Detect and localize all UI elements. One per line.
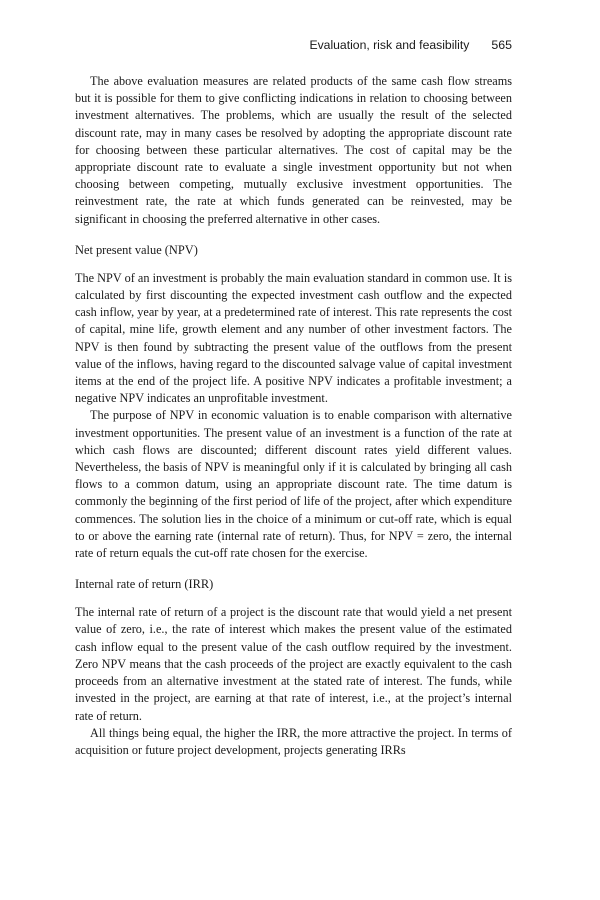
irr-section-heading: Internal rate of return (IRR) xyxy=(75,577,214,592)
book-page xyxy=(75,38,512,759)
npv-section-heading: Net present value (NPV) xyxy=(75,242,198,257)
running-title: Evaluation, risk and feasibility xyxy=(309,38,470,52)
irr-paragraph-1: The internal rate of return of a project is the discount rate that would yield a net present value of zero, i.e., the rate of interest which makes the present value of the estimated cash inflow equal to the present value of the cash outflow required by the investment. Zero NPV means that the cash proceeds of the project are exactly equivalent to the cash proceeds from an alternative investment at the stated rate of interest. The funds, while invested in the project, are earning at that rate of interest, i.e., at the project’s internal rate of return. xyxy=(75,605,512,723)
npv-paragraph-1: The NPV of an investment is probably the main evaluation standard in common use. It is calculated by first discounting the expected investment cash outflow and the expected cash inflow, year by year, at a predetermined rate of interest. This rate represents the cost of capital, mine life, growth element and any number of other investment factors. The NPV is then found by subtracting the present value of the outflows from the present value of the inflows, having regard to the discounted salvage value of capital investment items at the end of the project life. A positive NPV indicates a profitable investment; a negative NPV indicates an unprofitable investment. xyxy=(75,270,512,406)
intro-paragraph: The above evaluation measures are related products of the same cash flow streams but it is possible for them to give conflicting indications in relation to choosing between investment alternatives. The problems, which are usually the result of the selected discount rate, may in many cases be resolved by adopting the appropriate discount rate for choosing between these particular alternatives. The cost of capital may be the appropriate discount rate to evaluate a single investment opportunity but not when choosing between competing, mutually exclusive investment opportunities. The reinvestment rate, the rate at which funds generated can be reinvested, may be significant in choosing the preferred alternative in other cases. xyxy=(75,74,512,226)
page-body xyxy=(75,73,512,759)
running-header xyxy=(75,38,512,66)
irr-paragraph-2: All things being equal, the higher the IRR, the more attractive the project. In terms of acquisition or future project development, projects generating IRRs xyxy=(75,725,512,757)
npv-paragraph-2: The purpose of NPV in economic valuation is to enable comparison with alternative investment opportunities. The present value of an investment is a function of the rate at which cash flows are discounted; different discount rates yield different values. Nevertheless, the basis of NPV is meaningful only if it is calculated by bringing all cash flows to a common datum, using an appropriate discount rate. The time datum is commonly the beginning of the first period of life of the project, after which expenditure commences. The solution lies in the choice of a minimum or cut-off rate, which is equal to or above the earning rate (internal rate of return). Thus, for NPV = zero, the internal rate of return equals the cut-off rate chosen for the exercise. xyxy=(75,408,512,561)
page-number: 565 xyxy=(491,38,512,52)
